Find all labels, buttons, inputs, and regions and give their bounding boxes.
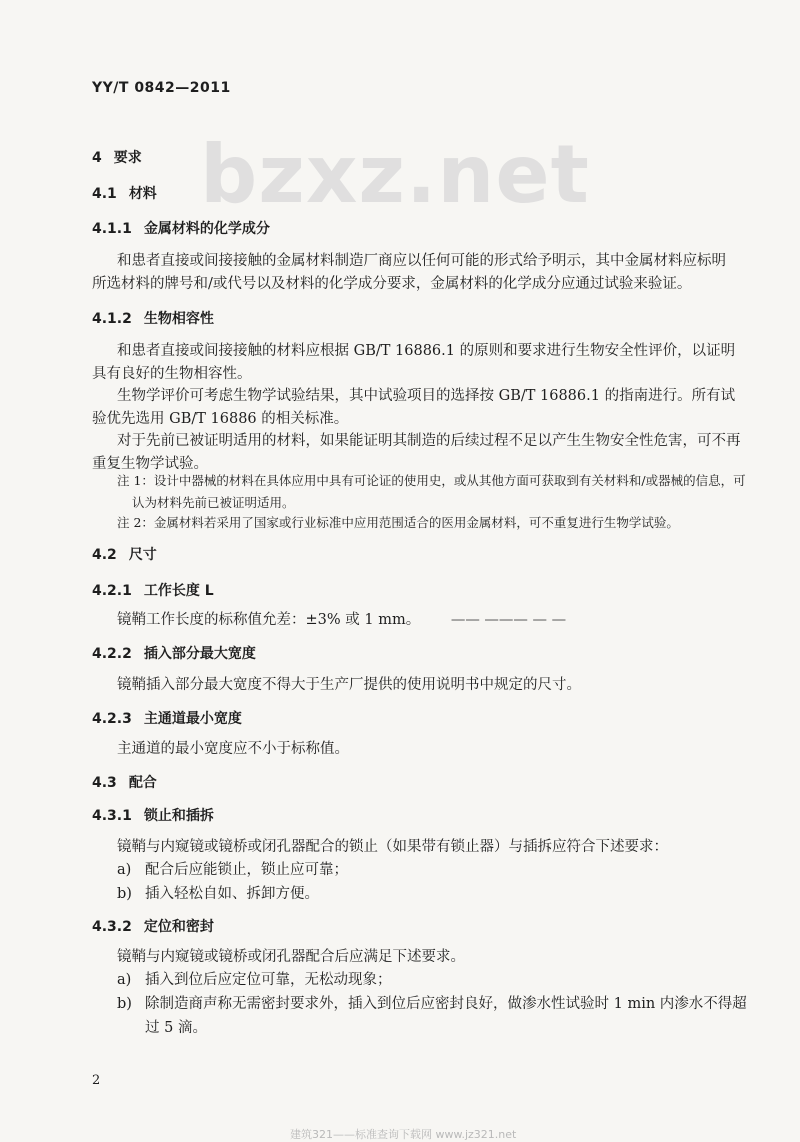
section-title: 工作长度 L: [143, 583, 214, 599]
page-number: 2: [92, 1073, 101, 1088]
list-item: [117, 858, 348, 882]
paragraph-4-1-2-a: [92, 340, 751, 386]
list-text: 除制造商声称无需密封要求外，插入到位后应密封良好，做渗水性试验时 1 min 内渗水不得超: [145, 996, 747, 1012]
paragraph-line: 主通道的最小宽度应不小于标称值。: [117, 741, 349, 757]
paragraph-line: 镜鞘工作长度的标称值允差：±3% 或 1 mm。: [117, 612, 421, 628]
paragraph-4-3-2: [117, 946, 751, 969]
paragraph-line: 和患者直接或间接接触的金属材料制造厂商应以任何可能的形式给予明示，其中金属材料应标明: [117, 253, 726, 269]
section-title: 尺寸: [128, 547, 157, 563]
paragraph-4-1-1: [92, 250, 751, 296]
section-title: 生物相容性: [143, 311, 214, 327]
paragraph-line: 验优先选用 GB/T 16886 的相关标准。: [92, 411, 349, 427]
list-text: 插入轻松自如、拆卸方便。: [145, 886, 319, 902]
paragraph-line: 镜鞘与内窥镜或镜桥或闭孔器配合的锁止（如果带有锁止器）与插拆应符合下述要求：: [117, 839, 668, 855]
section-number: 4.2.2: [92, 646, 132, 662]
heading-4-1-2: [92, 308, 214, 328]
paragraph-4-2-2: [117, 674, 751, 697]
paragraph-line: 所选材料的牌号和/或代号以及材料的化学成分要求，金属材料的化学成分应通过试验来验证。: [92, 276, 692, 292]
section-title: 金属材料的化学成分: [143, 221, 270, 237]
note-line: 注 2：金属材料若采用了国家或行业标准中应用范围适合的医用金属材料，可不重复进行生物学试验。: [117, 515, 679, 530]
heading-4-3: [92, 772, 157, 792]
note-line: 注 1：设计中器械的材料在具体应用中具有可论证的使用史，或从其他方面可获取到有关材料和/或器械的信息，可: [117, 473, 746, 488]
list-marker: b): [117, 996, 132, 1012]
note-1: [117, 470, 757, 514]
note-line: 认为材料先前已被证明适用。: [132, 495, 295, 510]
heading-4-1-1: [92, 218, 270, 238]
paragraph-line: 镜鞘插入部分最大宽度不得大于生产厂提供的使用说明书中规定的尺寸。: [117, 677, 581, 693]
list-item: [117, 882, 319, 906]
section-number: 4.2.1: [92, 583, 132, 599]
list-item: [117, 992, 747, 1040]
section-number: 4.3: [92, 775, 117, 791]
list-text: 配合后应能锁止，锁止应可靠；: [145, 862, 348, 878]
scan-artifact-dashes: —— ——— — —: [450, 612, 567, 628]
paragraph-line: 重复生物学试验。: [92, 456, 208, 472]
section-title: 锁止和插拆: [143, 808, 214, 824]
list-marker: b): [117, 886, 132, 902]
heading-4-2-1: [92, 580, 214, 600]
paragraph-line: 生物学评价可考虑生物学试验结果，其中试验项目的选择按 GB/T 16886.1 的指南进行。所有试: [117, 388, 736, 404]
heading-4-2: [92, 544, 157, 564]
paragraph-line: 具有良好的生物相容性。: [92, 366, 252, 382]
paragraph-4-2-3: [117, 738, 751, 761]
list-marker: a): [117, 862, 132, 878]
section-title: 插入部分最大宽度: [143, 646, 256, 662]
heading-4-3-1: [92, 805, 214, 825]
section-number: 4.1.1: [92, 221, 132, 237]
heading-4-1: [92, 183, 157, 203]
section-number: 4.2.3: [92, 711, 132, 727]
heading-4-3-2: [92, 916, 214, 936]
section-number: 4: [92, 150, 102, 166]
list-text-continued: 过 5 滴。: [145, 1020, 207, 1036]
paragraph-line: 镜鞘与内窥镜或镜桥或闭孔器配合后应满足下述要求。: [117, 949, 465, 965]
section-number: 4.3.2: [92, 919, 132, 935]
note-2: [117, 512, 757, 534]
section-number: 4.1: [92, 186, 117, 202]
paragraph-line: 和患者直接或间接接触的材料应根据 GB/T 16886.1 的原则和要求进行生物安全性评价，以证明: [117, 343, 736, 359]
footer-watermark: 建筑321——标准查询下载网 www.jz321.net: [290, 1128, 517, 1141]
section-title: 定位和密封: [143, 919, 214, 935]
section-title: 材料: [128, 186, 157, 202]
list-marker: a): [117, 972, 132, 988]
heading-4-2-3: [92, 708, 242, 728]
paragraph-4-1-2-b: [92, 385, 751, 431]
heading-4: [92, 147, 142, 167]
standard-code: YY/T 0842—2011: [92, 80, 231, 96]
list-text: 插入到位后应定位可靠，无松动现象；: [145, 972, 392, 988]
section-title: 配合: [128, 775, 157, 791]
section-number: 4.3.1: [92, 808, 132, 824]
paragraph-line: 对于先前已被证明适用的材料，如果能证明其制造的后续过程不足以产生生物安全性危害，可不再: [117, 433, 741, 449]
section-title: 主通道最小宽度: [143, 711, 242, 727]
section-title: 要求: [113, 150, 142, 166]
heading-4-2-2: [92, 643, 256, 663]
watermark: bzxz.net: [200, 128, 590, 221]
paragraph-4-3-1: [117, 836, 751, 859]
list-item: [117, 968, 392, 992]
section-number: 4.2: [92, 547, 117, 563]
section-number: 4.1.2: [92, 311, 132, 327]
paragraph-4-2-1: [117, 609, 751, 632]
